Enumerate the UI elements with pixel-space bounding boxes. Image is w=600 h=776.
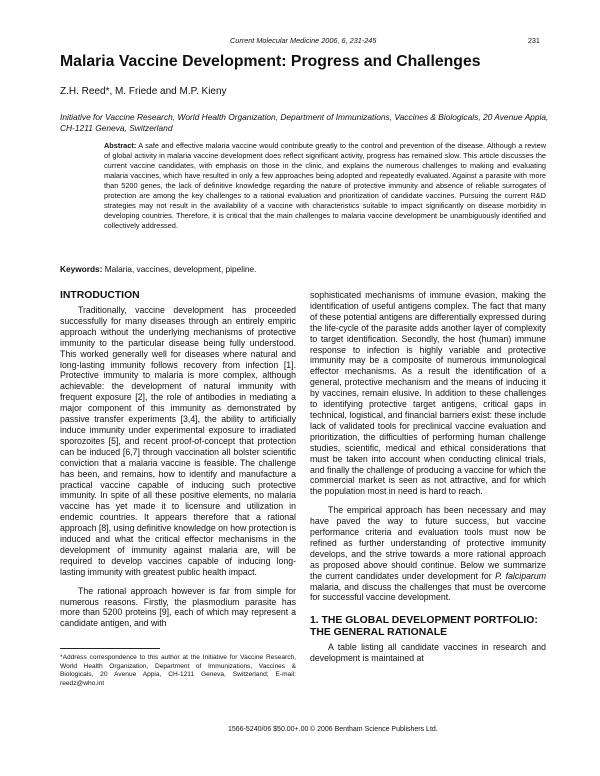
footnote-rule	[60, 648, 160, 649]
keywords-label: Keywords:	[60, 264, 103, 274]
page-number: 231	[527, 36, 540, 45]
intro-paragraph-4	[310, 505, 546, 603]
abstract-label: Abstract:	[104, 141, 137, 150]
intro-p4-text-b: malaria, and discuss the challenges that must be overcome for successful vaccine development.	[310, 581, 546, 603]
intro-paragraph-3: sophisticated mechanisms of immune evasion, making the identification of useful antigens complex. The fact that many of these potential antigens are differentially expressed during the life-cycle of the parasite adds another layer of complexity to target identification. Secondly, the host (human) immune response to infection is highly variable and protective immunity may be a composite of numerous immunological effector mechanisms. As a result the identification of a general, protective mechanism and the means of inducing it by vaccines, remain elusive. In addition to these challenges to identifying protective target antigens, critical gaps in technical, logistical, and financial barriers exist: these include lack of validated tools for preclinical vaccine evaluation and prioritization, the difficulties of performing human challenge studies, scientific, medical and ethical considerations that must be taken into account when conducting clinical trials, and finally the challenge of producing a vaccine for which the commercial market is seen as not attractive, and for which the population most in need is hard to reach.	[310, 290, 546, 497]
footnote: *Address correspondence to this author at the Initiative for Vaccine Research, World Health Organization, Department of Immunizations, Vaccines & Biologicals, 20 Avenue Appia, CH-1211 Geneva, Switzerland; E-mail: reedz@who.int	[60, 654, 296, 687]
right-column	[310, 290, 546, 672]
issn-line: 1566-5240/06 $50.00+.00	[228, 726, 309, 733]
abstract-text: A safe and effective malaria vaccine would contribute greatly to the control and prevention of the disease. Although a review of global activity in malaria vaccine development does reflect significant activity, progress has remained slow. This article discusses the current vaccine candidates, with emphasis on those in the clinic, and explains the numerous challenges to making and evaluating malaria vaccines, which have resulted in only a few approaches being adopted and repeatedly evaluated. Against a parasite with more than 5200 genes, the lack of definitive knowledge regarding the nature of protective immunity and absence of reliable surrogates of protection are among the key challenges to a rational evaluation and prioritization of candidate vaccines. Pursuing the current R&D strategies may not result in the availability of a vaccine with characteristics suitable to impact significantly on disease morbidity in developing countries. Therefore, it is critical that the main challenges to malaria vaccine development be unambiguously identified and collectively addressed.	[104, 141, 546, 231]
section-1-paragraph-1: A table listing all candidate vaccines in research and development is maintained at	[310, 642, 546, 664]
species-name: P. falciparum	[495, 570, 547, 581]
intro-p4-text-a: The empirical approach has been necessary and may have paved the way to future success, but vaccine performance criteria and evaluation tools must now be refined as further understanding of protective immunity develops, and the strive towards a more rational approach as proposed above should continue. Below we summarize the current candidates under development for	[310, 505, 546, 581]
affiliation: Initiative for Vaccine Research, World Health Organization, Department of Immunizations, Vaccines & Biologicals, 20 Avenue Appia, CH-1211 Geneva, Switzerland	[60, 112, 549, 133]
intro-paragraph-1: Traditionally, vaccine development has proceeded successfully for many diseases through an entirely empiric approach without the underlying mechanisms of protective immunity to the particular disease being fully understood. This worked generally well for diseases where natural and long-lasting immunity follows recovery from infection [1]. Protective immunity to malaria is more complex, although achievable: the development of natural immunity with frequent exposure [2], the role of antibodies in mediating a major component of this immunity as demonstrated by passive transfer experiments [3,4], the ability to artificially induce immunity under experimental exposure to irradiated sporozoites [5], and recent proof-of-concept that protection can be induced [6,7] through vaccination all bolster scientific conviction that a malaria vaccine is feasible. The challenge has been, and remains, how to identify and manufacture a practical vaccine capable of inducing such protective immunity. In spite of all these positive elements, no malaria vaccine has yet made it to licensure and utilization in endemic countries. It appears therefore that a rational approach [8], using definitive knowledge on how protection is induced and what the critical effector mechanisms in the development of immunity against malaria are, will be required to develop vaccines capable of inducing long-lasting immunity with greatest public health impact.	[60, 305, 296, 577]
keywords-text: Malaria, vaccines, development, pipeline.	[104, 264, 257, 274]
intro-paragraph-2: The rational approach however is far from simple for numerous reasons. Firstly, the plasmodium parasite has more than 5200 proteins [9], each of which may represent a candidate antigen, and with	[60, 585, 296, 629]
journal-citation: Current Molecular Medicine 2006, 6, 231-245	[230, 36, 377, 45]
left-column	[60, 290, 296, 637]
copyright-line: © 2006 Bentham Science Publishers Ltd.	[310, 726, 438, 733]
running-header	[60, 36, 540, 50]
introduction-heading: INTRODUCTION	[60, 290, 140, 301]
article-title: Malaria Vaccine Development: Progress and Challenges	[60, 53, 481, 70]
section-1-heading: 1. THE GLOBAL DEVELOPMENT PORTFOLIO: THE GENERAL RATIONALE	[310, 615, 538, 639]
author-list: Z.H. Reed*, M. Friede and M.P. Kieny	[60, 86, 227, 97]
keywords	[60, 264, 256, 274]
abstract	[104, 141, 546, 231]
